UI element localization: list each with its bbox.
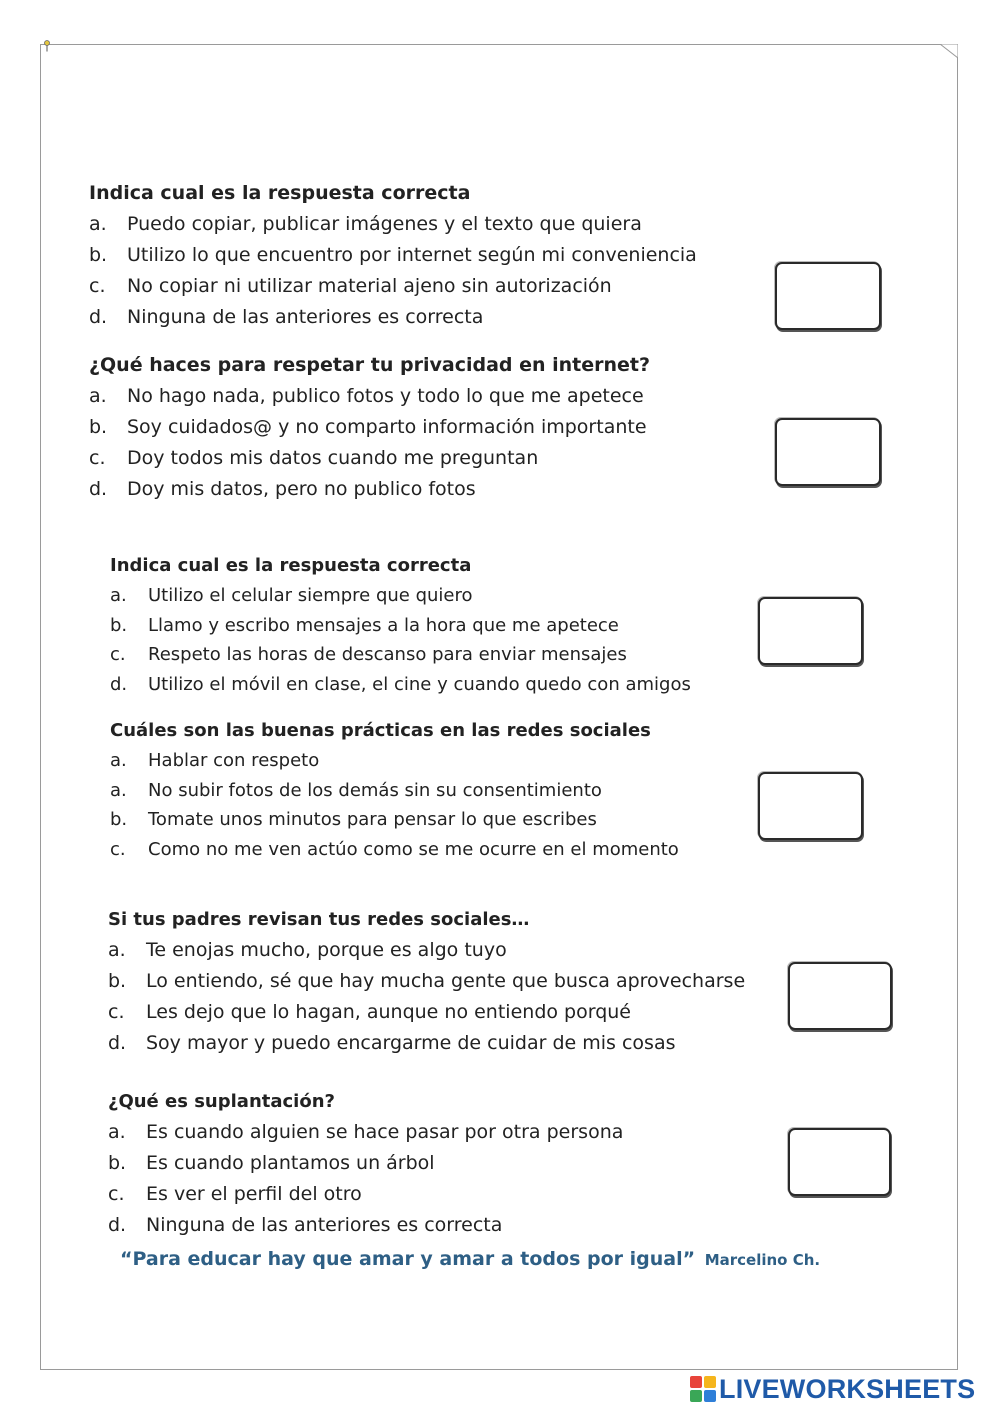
answer-box-1[interactable] — [775, 262, 881, 330]
option-text: Hablar con respeto — [148, 750, 320, 771]
question-title: Si tus padres revisan tus redes sociales… — [108, 909, 530, 930]
option-item — [89, 240, 697, 271]
option-item — [108, 997, 745, 1028]
option-letter: b. — [108, 970, 127, 992]
option-item — [89, 381, 650, 412]
option-letter: b. — [108, 1152, 127, 1174]
logo-square-red — [690, 1376, 702, 1388]
answer-box-6[interactable] — [788, 1128, 891, 1196]
option-item — [108, 1028, 745, 1059]
question-5 — [108, 904, 745, 1059]
quote-text: “Para educar hay que amar y amar a todos por igual” — [120, 1248, 696, 1270]
option-text: Utilizo lo que encuentro por internet según mi conveniencia — [127, 244, 697, 266]
option-item — [108, 1148, 623, 1179]
option-text: Doy mis datos, pero no publico fotos — [127, 478, 476, 500]
option-letter: b. — [89, 416, 108, 438]
option-text: Lo entiendo, sé que hay mucha gente que busca aprovecharse — [146, 970, 746, 992]
option-letter: d. — [110, 673, 128, 695]
option-letter: b. — [110, 614, 128, 636]
option-text: Es cuando plantamos un árbol — [146, 1152, 435, 1174]
option-letter: a. — [110, 779, 127, 801]
option-text: Doy todos mis datos cuando me preguntan — [127, 447, 539, 469]
question-3 — [110, 550, 691, 699]
option-letter: a. — [108, 1121, 126, 1143]
option-item — [110, 805, 679, 835]
answer-box-5[interactable] — [788, 962, 892, 1030]
question-6 — [108, 1086, 623, 1241]
option-text: Utilizo el celular siempre que quiero — [148, 585, 473, 606]
question-title: Indica cual es la respuesta correcta — [89, 182, 471, 204]
option-letter: c. — [89, 447, 106, 469]
option-item — [89, 474, 650, 505]
option-text: Les dejo que lo hagan, aunque no entiendo porqué — [146, 1001, 631, 1023]
page-fold-icon — [940, 44, 958, 58]
option-text: No subir fotos de los demás sin su consentimiento — [148, 779, 602, 801]
option-text: Soy mayor y puedo encargarme de cuidar de mis cosas — [146, 1032, 676, 1054]
option-letter: a. — [110, 585, 127, 606]
option-item — [89, 302, 697, 333]
question-title: ¿Qué haces para respetar tu privacidad en internet? — [89, 354, 651, 376]
option-letter: c. — [108, 1001, 125, 1023]
option-item — [108, 1117, 623, 1148]
option-letter: d. — [89, 306, 108, 328]
option-letter: d. — [108, 1032, 127, 1054]
option-letter: d. — [108, 1214, 127, 1236]
option-item — [110, 746, 679, 776]
option-item — [108, 1179, 623, 1210]
option-letter: d. — [89, 478, 108, 500]
quote-author: Marcelino Ch. — [704, 1251, 821, 1269]
option-item — [108, 966, 745, 997]
question-2 — [89, 350, 650, 505]
option-letter: a. — [89, 385, 107, 407]
logo-square-yellow — [704, 1376, 716, 1388]
option-item — [110, 776, 679, 806]
option-item — [110, 581, 691, 611]
option-text: Te enojas mucho, porque es algo tuyo — [146, 939, 507, 961]
option-letter: b. — [110, 809, 128, 830]
logo-square-green — [690, 1390, 702, 1402]
option-text: Utilizo el móvil en clase, el cine y cuando quedo con amigos — [148, 673, 691, 695]
option-item — [110, 670, 691, 700]
option-item — [89, 209, 697, 240]
quote — [120, 1248, 820, 1270]
answer-box-2[interactable] — [775, 418, 881, 486]
option-item — [108, 1210, 623, 1241]
option-text: No copiar ni utilizar material ajeno sin autorización — [127, 275, 612, 297]
question-title: ¿Qué es suplantación? — [108, 1091, 335, 1112]
option-text: Tomate unos minutos para pensar lo que escribes — [148, 809, 597, 830]
option-text: Llamo y escribo mensajes a la hora que me apetece — [148, 614, 619, 636]
liveworksheets-brand[interactable] — [690, 1373, 976, 1404]
option-letter: b. — [89, 244, 108, 266]
option-item — [110, 611, 691, 641]
option-text: Es cuando alguien se hace pasar por otra persona — [146, 1121, 624, 1143]
question-4 — [110, 715, 679, 864]
answer-box-4[interactable] — [758, 772, 863, 840]
option-item — [108, 935, 745, 966]
option-text: Como no me ven actúo como se me ocurre en el momento — [148, 838, 679, 860]
option-text: Es ver el perfil del otro — [146, 1183, 362, 1205]
option-item — [110, 640, 691, 670]
option-letter: a. — [110, 750, 127, 771]
liveworksheets-logo-icon — [690, 1376, 716, 1402]
question-title: Cuáles son las buenas prácticas en las redes sociales — [110, 720, 651, 741]
option-item — [89, 271, 697, 302]
option-text: No hago nada, publico fotos y todo lo que me apetece — [127, 385, 644, 407]
option-letter: c. — [89, 275, 106, 297]
option-item — [89, 443, 650, 474]
option-letter: c. — [110, 644, 126, 665]
answer-box-3[interactable] — [758, 597, 863, 665]
option-text: Respeto las horas de descanso para enviar mensajes — [148, 644, 627, 665]
option-item — [110, 835, 679, 865]
brand-name: LIVEWORKSHEETS — [719, 1373, 976, 1404]
option-letter: a. — [89, 213, 107, 235]
option-letter: c. — [110, 838, 126, 860]
option-text: Ninguna de las anteriores es correcta — [146, 1214, 503, 1236]
option-letter: a. — [108, 939, 126, 961]
option-letter: c. — [108, 1183, 125, 1205]
question-title: Indica cual es la respuesta correcta — [110, 555, 472, 576]
option-text: Ninguna de las anteriores es correcta — [127, 306, 484, 328]
option-text: Puedo copiar, publicar imágenes y el texto que quiera — [127, 213, 642, 235]
option-item — [89, 412, 650, 443]
logo-square-blue — [704, 1390, 716, 1402]
option-text: Soy cuidados@ y no comparto información importante — [127, 416, 647, 438]
pushpin-icon — [43, 40, 51, 52]
question-1 — [89, 178, 697, 333]
